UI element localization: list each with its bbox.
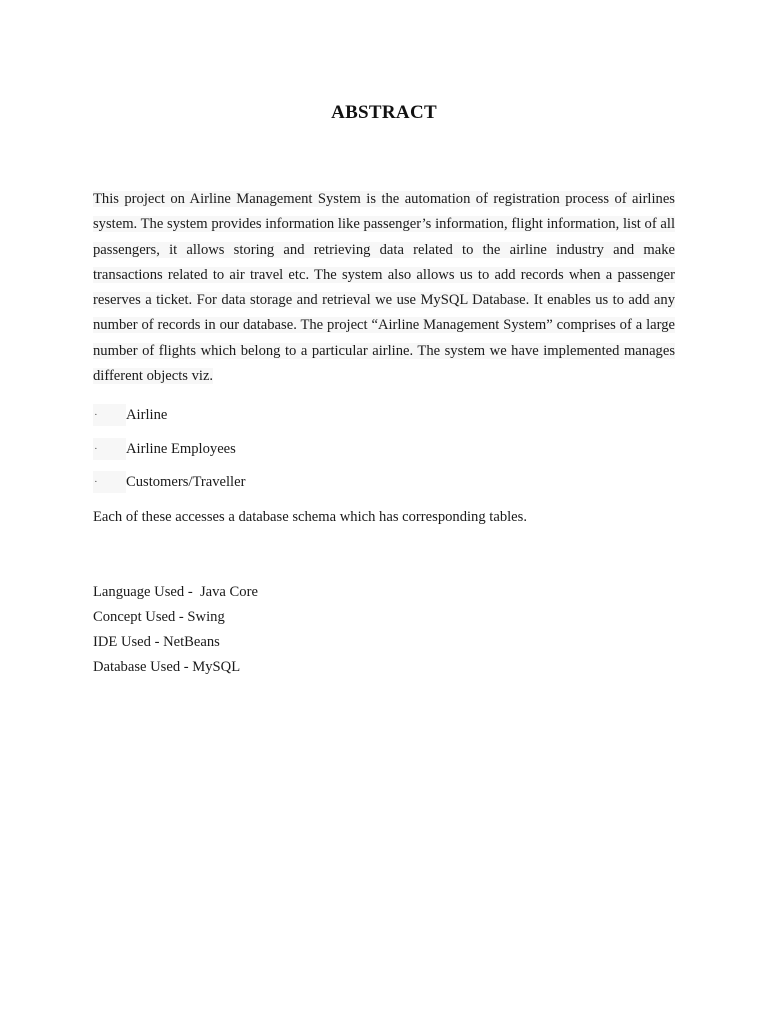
abstract-paragraph [93, 187, 675, 389]
object-list [93, 404, 245, 505]
list-item [93, 471, 245, 505]
abstract-paragraph-text: This project on Airline Management System is the automation of registration process of airlines system. The system provides information like passenger’s information, flight information, list of all passengers, it allows storing and retrieving data related to the airline industry and make transactions related to air travel etc. The system also allows us to add records when a passenger reserves a ticket. For data storage and retrieval we use MySQL Database. It enables us to add any number of records in our database. The project “Airline Management System” comprises of a large number of flights which belong to a particular airline. The system we have implemented manages different objects viz. [93, 191, 675, 385]
bullet-marker: · [93, 471, 126, 493]
list-item-label: Airline Employees [126, 440, 236, 457]
tech-item-ide: IDE Used - NetBeans [93, 634, 220, 650]
list-item-label: Customers/Traveller [126, 474, 246, 491]
list-item-label: Airline [126, 407, 168, 423]
tech-item-language: Language Used - Java Core [93, 584, 258, 600]
bullet-marker: · [93, 438, 126, 460]
tech-stack-list [93, 580, 258, 680]
tech-item-concept: Concept Used - Swing [93, 609, 225, 625]
tech-item-database: Database Used - MySQL [93, 659, 241, 675]
list-item [93, 438, 245, 472]
summary-sentence: Each of these accesses a database schema which has corresponding tables. [93, 509, 527, 525]
page-title: ABSTRACT [331, 102, 437, 123]
list-item [93, 404, 245, 438]
bullet-marker: · [93, 404, 126, 426]
